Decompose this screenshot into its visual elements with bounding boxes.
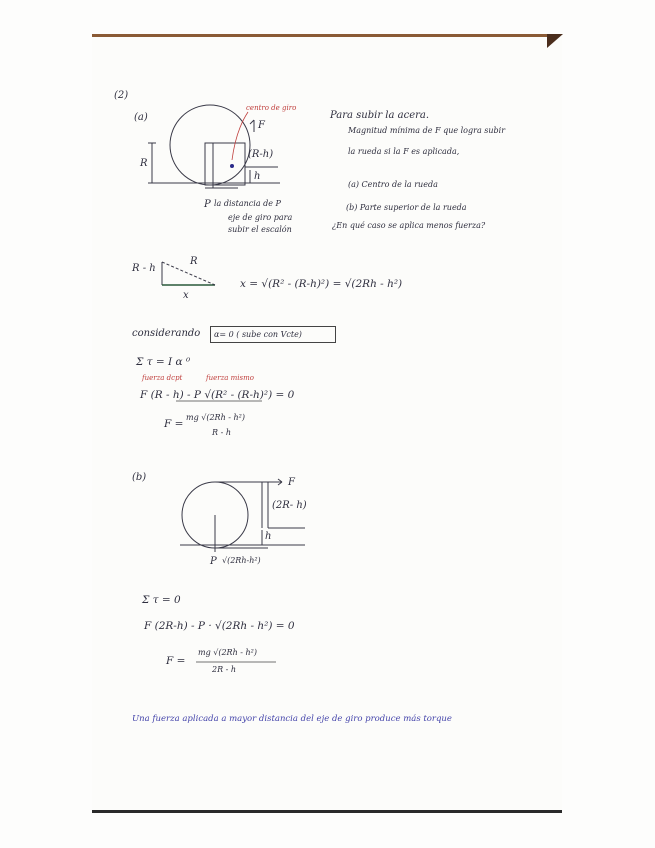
h-label-b: h bbox=[265, 531, 272, 542]
alpha-zero-text: α= 0 ( sube con Vcte) bbox=[214, 330, 302, 339]
text-line-5: (b) Parte superior de la rueda bbox=[346, 203, 467, 212]
distance-label-b: √(2Rh-h²) bbox=[222, 556, 261, 565]
text-line-6: ¿En qué caso se aplica menos fuerza? bbox=[332, 221, 486, 230]
distance-note: la distancia de P bbox=[214, 199, 281, 208]
h-label-a: h bbox=[254, 171, 261, 182]
text-line-2: Magnitud mínima de F que logra subir bbox=[348, 126, 506, 135]
axis-note-1: eje de giro para bbox=[228, 213, 293, 222]
force-result-b-lhs: F = bbox=[166, 655, 186, 667]
r-minus-h-label: (R-h) bbox=[248, 149, 274, 160]
force-result-b-den: 2R - h bbox=[212, 665, 237, 674]
wheel-center-dot bbox=[230, 164, 234, 168]
x-formula: x = √(R² - (R-h)²) = √(2Rh - h²) bbox=[240, 278, 403, 290]
axis-note-2: subir el escalón bbox=[228, 225, 292, 234]
torque-sum-equation: Σ τ = I α ⁰ bbox=[136, 356, 191, 368]
figure-b-wheel bbox=[180, 479, 305, 552]
two-r-minus-h-label: (2R- h) bbox=[272, 500, 307, 511]
triangle-r-label: R bbox=[190, 256, 198, 267]
fuerza-mismo-note: fuerza mismo bbox=[206, 374, 254, 382]
torque-balance-b: F (2R-h) - P · √(2Rh - h²) = 0 bbox=[144, 620, 295, 632]
text-line-1: Para subir la acera. bbox=[330, 110, 430, 121]
torque-balance-a: F (R - h) - P √(R² - (R-h)²) = 0 bbox=[140, 389, 295, 401]
part-b-label: (b) bbox=[132, 472, 147, 483]
conclusion-text: Una fuerza aplicada a mayor distancia del eje de giro produce más torque bbox=[132, 714, 452, 724]
force-label-a: F bbox=[258, 120, 265, 131]
fuerza-dcpt-note: fuerza dcpt bbox=[142, 374, 183, 382]
problem-number: (2) bbox=[114, 90, 129, 101]
centro-giro-label: centro de giro bbox=[246, 104, 297, 112]
triangle-x-label: x bbox=[183, 290, 189, 301]
triangle-figure bbox=[162, 262, 215, 285]
force-result-a-num: mg √(2Rh - h²) bbox=[186, 413, 246, 422]
force-result-a-lhs: F = bbox=[164, 418, 184, 430]
torque-zero-b: Σ τ = 0 bbox=[142, 594, 181, 606]
part-a-label: (a) bbox=[134, 112, 148, 123]
considerando-label: considerando bbox=[132, 328, 201, 339]
text-line-4: (a) Centro de la rueda bbox=[348, 180, 438, 189]
text-line-3: la rueda si la F es aplicada, bbox=[348, 147, 460, 156]
force-result-b-num: mg √(2Rh - h²) bbox=[198, 648, 258, 657]
force-result-a-den: R - h bbox=[212, 428, 231, 437]
force-label-b: F bbox=[288, 477, 295, 488]
triangle-rh-label: R - h bbox=[132, 263, 156, 274]
radius-label: R bbox=[140, 158, 148, 169]
p-label-a: P bbox=[204, 199, 211, 210]
p-label-b: P bbox=[210, 556, 217, 567]
